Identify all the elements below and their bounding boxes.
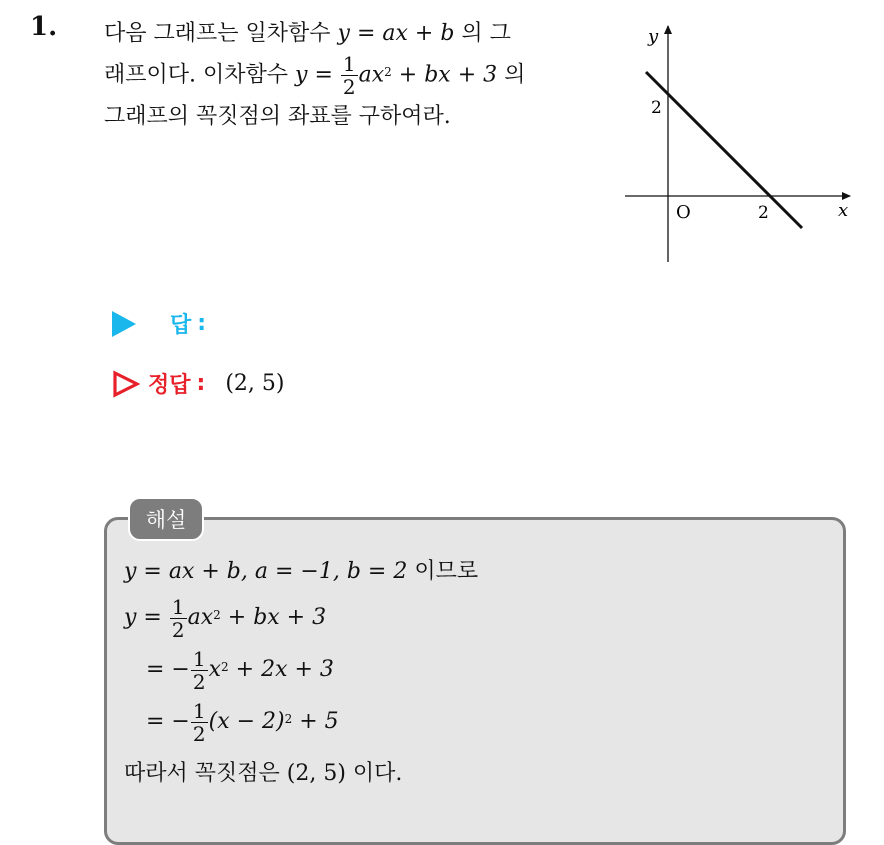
- question-text: [104, 14, 594, 137]
- question-line-1: [104, 14, 594, 54]
- fraction-numerator: 1: [192, 698, 206, 723]
- math-rest: + 5: [299, 708, 339, 734]
- math-ax: ax: [187, 604, 214, 630]
- explanation-line-2: [124, 592, 478, 644]
- question-text-part: 래프이다. 이차함수: [104, 62, 289, 88]
- fraction-denominator: 2: [342, 75, 356, 99]
- correct-answer-label: 정답: [148, 373, 191, 398]
- fraction-denominator: 2: [192, 721, 206, 746]
- math-prefix: = −: [146, 708, 190, 734]
- math-exponent: 2: [284, 712, 293, 727]
- math-exponent: 2: [384, 65, 392, 79]
- math-y: y: [337, 21, 350, 46]
- math-equals: =: [314, 62, 333, 88]
- fraction-half: [191, 698, 208, 746]
- correct-answer-colon: :: [196, 371, 206, 396]
- math-linear-rhs: = ax + b: [356, 21, 455, 46]
- math-ax: ax: [358, 62, 385, 88]
- explanation-text: 이다.: [352, 760, 403, 786]
- outline-triangle-icon: [112, 370, 140, 398]
- fraction-denominator: 2: [192, 669, 206, 694]
- x-axis-label: x: [838, 200, 849, 221]
- question-line-2: [104, 54, 594, 97]
- math-rest: + 2x + 3: [235, 656, 334, 682]
- correct-answer-row: [112, 368, 284, 399]
- fraction-half: [341, 54, 358, 97]
- answer-label: 답: [170, 313, 192, 338]
- x-intercept-label: 2: [758, 203, 769, 223]
- y-intercept-label: 2: [651, 98, 662, 118]
- explanation-line-4: [124, 696, 478, 748]
- question-line-3: 그래프의 꼭짓점의 좌표를 구하여라.: [104, 104, 451, 129]
- explanation-text: 이므로: [414, 558, 479, 584]
- explanation-text: 따라서 꼭짓점은: [124, 760, 280, 786]
- question-number: 1.: [30, 12, 58, 42]
- explanation-tab: 해설: [128, 497, 204, 541]
- math-prefix: = −: [146, 656, 190, 682]
- correct-answer-value: (2, 5): [225, 371, 285, 396]
- fraction-numerator: 1: [342, 52, 356, 76]
- explanation-content: [124, 552, 478, 800]
- fraction-numerator: 1: [192, 646, 206, 671]
- vertex-value: (2, 5): [286, 760, 346, 786]
- math-exponent: 2: [213, 608, 221, 623]
- question-text-part: 의 그: [461, 21, 511, 46]
- graph-line: [646, 72, 802, 228]
- math-quadratic-rest: + bx + 3: [398, 62, 498, 88]
- play-triangle-icon: [112, 311, 136, 337]
- linear-graph: [620, 20, 860, 270]
- math-y: y: [295, 62, 308, 88]
- explanation-line-5: [124, 748, 478, 800]
- math-rest: + bx + 3: [227, 604, 327, 630]
- explanation-line-1: [124, 552, 478, 592]
- fraction-half: [191, 646, 208, 694]
- question-text-part: 다음 그래프는 일차함수: [104, 21, 331, 46]
- math-paren: (x − 2): [208, 708, 285, 734]
- fraction-numerator: 1: [171, 594, 185, 619]
- explanation-line-3: [124, 644, 478, 696]
- math-exponent: 2: [221, 660, 229, 675]
- answer-colon: :: [197, 311, 207, 336]
- answer-row: [112, 308, 206, 339]
- y-axis-label: y: [648, 26, 659, 47]
- math-lhs: y =: [124, 604, 162, 630]
- origin-label: O: [676, 202, 691, 223]
- math-x: x: [208, 656, 222, 682]
- fraction-half: [170, 594, 187, 642]
- question-text-part: 의: [504, 62, 526, 88]
- fraction-denominator: 2: [171, 617, 185, 642]
- math-coefficients: y = ax + b, a = −1, b = 2: [124, 558, 408, 584]
